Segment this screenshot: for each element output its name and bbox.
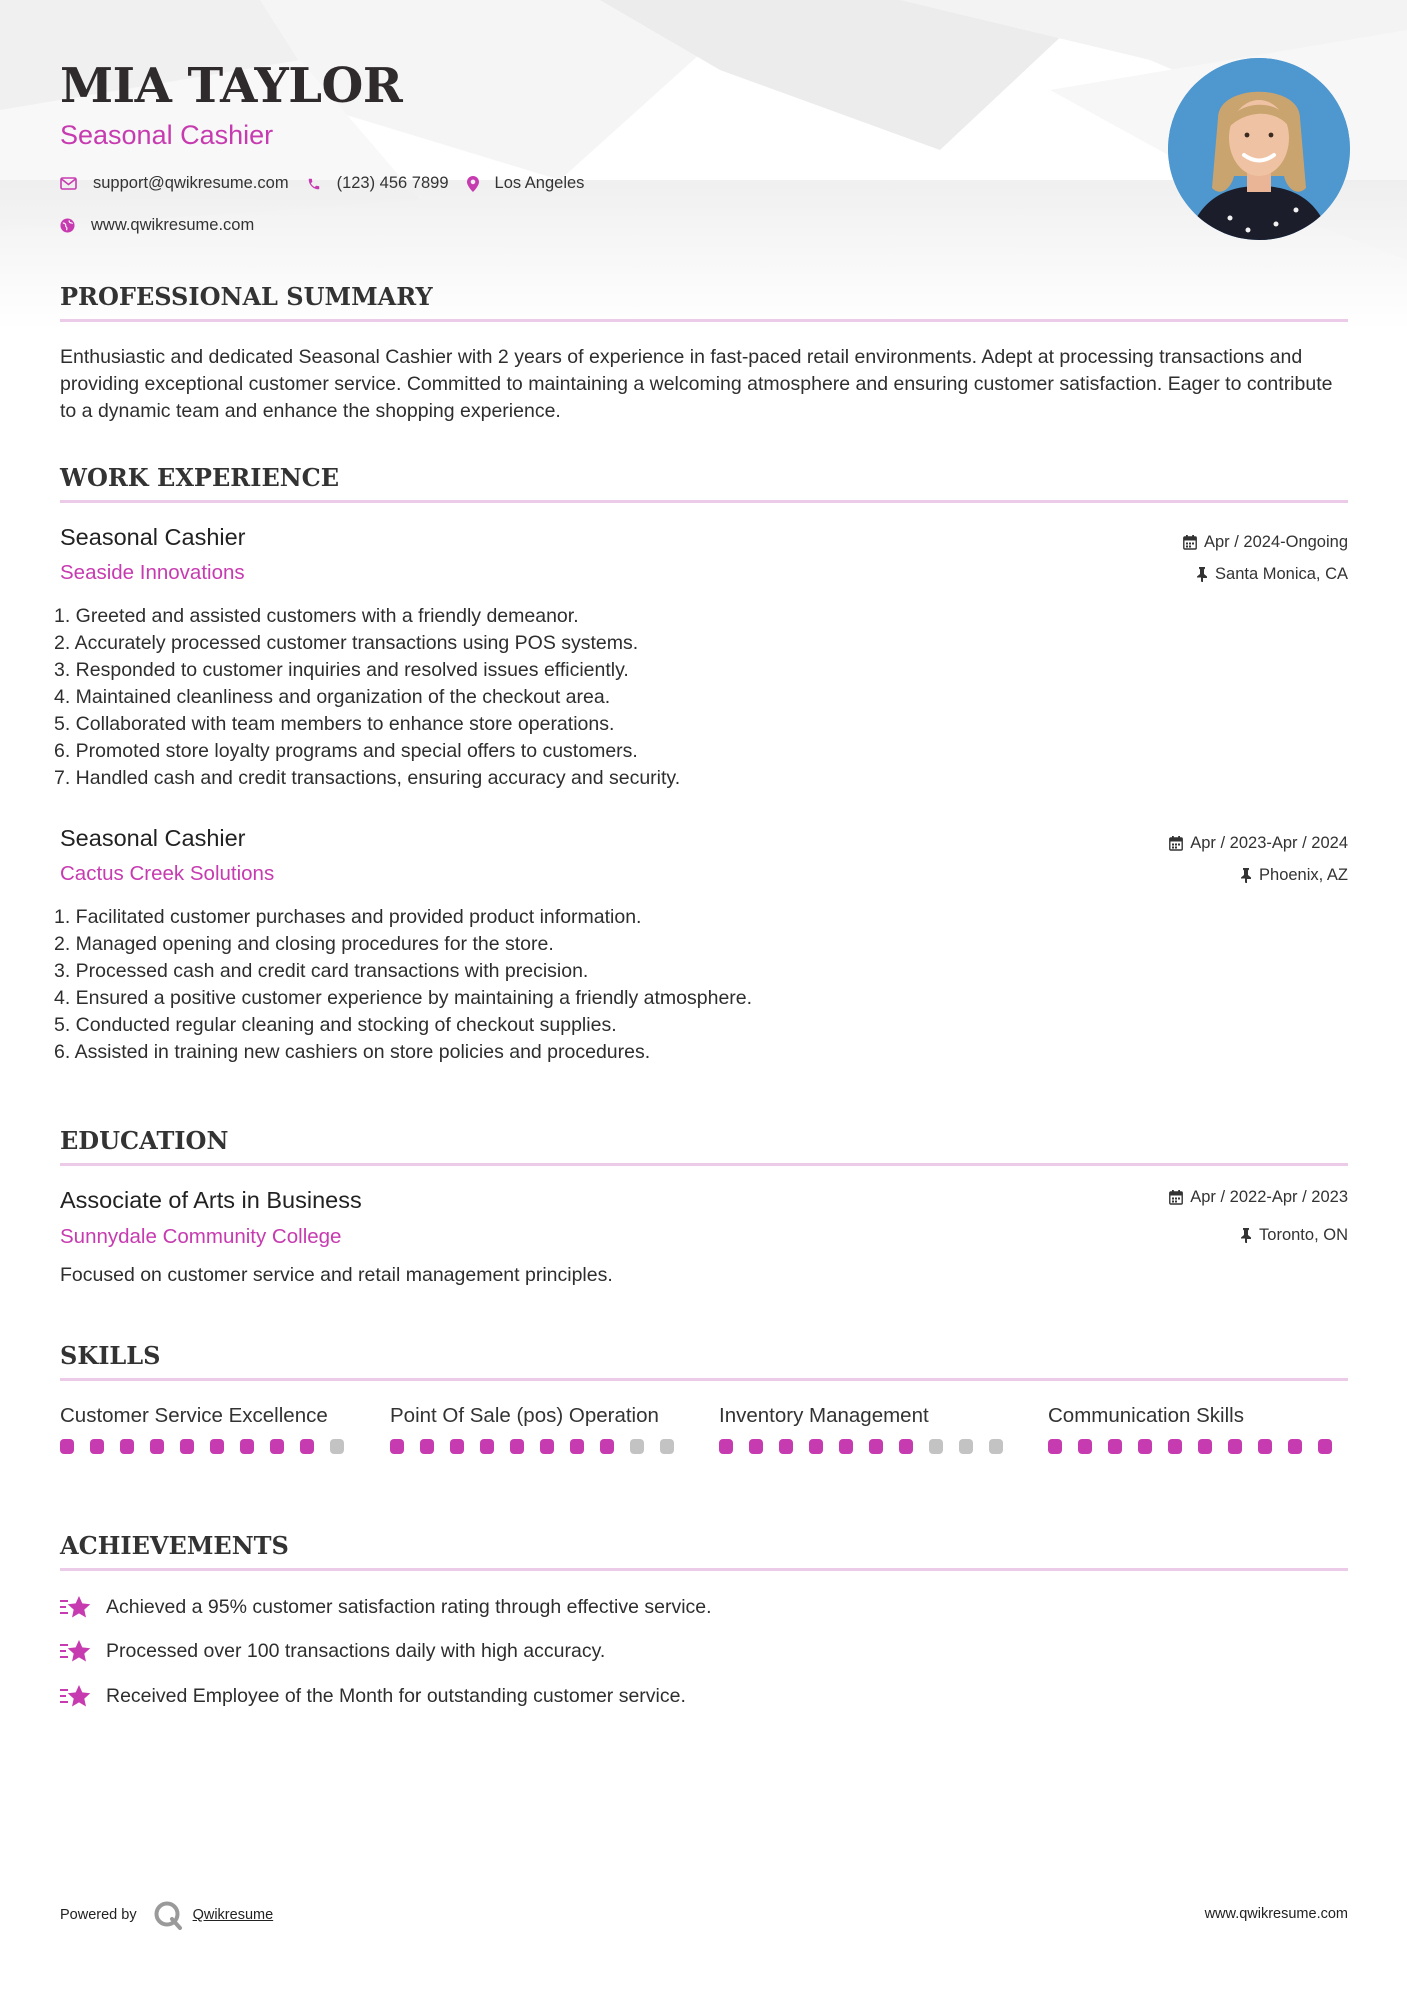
skill-dot-filled bbox=[839, 1439, 853, 1454]
skill-name: Customer Service Excellence bbox=[60, 1404, 328, 1427]
skill-dot-filled bbox=[899, 1439, 913, 1454]
achievement-item bbox=[60, 1683, 686, 1709]
list-item: 2. Accurately processed customer transactions using POS systems. bbox=[54, 632, 639, 654]
footer-powered-by bbox=[60, 1900, 273, 1930]
star-icon bbox=[60, 1638, 92, 1664]
skill-item bbox=[1048, 1402, 1348, 1454]
email-icon bbox=[60, 177, 77, 190]
job-dates-text: Apr / 2023-Apr / 2024 bbox=[1190, 834, 1348, 852]
job-location-text: Phoenix, AZ bbox=[1259, 866, 1348, 884]
star-icon bbox=[60, 1683, 92, 1709]
degree-title: Associate of Arts in Business bbox=[60, 1187, 362, 1213]
calendar-icon bbox=[1183, 535, 1197, 550]
skill-dot-filled bbox=[1318, 1439, 1332, 1454]
skill-dot-filled bbox=[1258, 1439, 1272, 1454]
skill-dot-filled bbox=[240, 1439, 254, 1454]
skill-dot-filled bbox=[1228, 1439, 1242, 1454]
job-dates bbox=[1183, 533, 1348, 552]
skill-dot-filled bbox=[210, 1439, 224, 1454]
company-name: Cactus Creek Solutions bbox=[60, 862, 275, 885]
phone-icon bbox=[307, 177, 321, 191]
globe-icon bbox=[60, 218, 75, 233]
skill-dot-filled bbox=[570, 1439, 584, 1454]
achievement-text: Processed over 100 transactions daily with high accuracy. bbox=[106, 1639, 606, 1662]
job-responsibilities bbox=[54, 603, 680, 792]
skill-dot-empty bbox=[330, 1439, 344, 1454]
skill-dot-filled bbox=[480, 1439, 494, 1454]
skill-dot-filled bbox=[450, 1439, 464, 1454]
list-item: 2. Managed opening and closing procedures for the store. bbox=[54, 933, 554, 955]
skill-dot-filled bbox=[90, 1439, 104, 1454]
skill-dot-filled bbox=[1168, 1439, 1182, 1454]
skill-dot-empty bbox=[630, 1439, 644, 1454]
education-dates-text: Apr / 2022-Apr / 2023 bbox=[1190, 1188, 1348, 1206]
footer-website[interactable]: www.qwikresume.com bbox=[1204, 1906, 1348, 1922]
achievement-text: Achieved a 95% customer satisfaction rating through effective service. bbox=[106, 1595, 712, 1618]
map-pin-icon bbox=[467, 176, 479, 192]
list-item: 5. Conducted regular cleaning and stocking of checkout supplies. bbox=[54, 1014, 617, 1036]
skill-dot-empty bbox=[959, 1439, 973, 1454]
skill-item bbox=[60, 1402, 360, 1454]
skill-dot-filled bbox=[390, 1439, 404, 1454]
skill-name: Inventory Management bbox=[719, 1404, 929, 1427]
skills-heading: SKILLS bbox=[60, 1341, 1348, 1381]
education-dates bbox=[1169, 1188, 1348, 1207]
skill-dot-filled bbox=[1078, 1439, 1092, 1454]
school-name: Sunnydale Community College bbox=[60, 1225, 342, 1248]
company-name: Seaside Innovations bbox=[60, 561, 245, 584]
skill-item bbox=[719, 1402, 1019, 1454]
contact-row-primary bbox=[60, 174, 584, 193]
list-item: 6. Assisted in training new cashiers on store policies and procedures. bbox=[54, 1041, 651, 1063]
email-text: support@qwikresume.com bbox=[93, 174, 289, 192]
skill-dot-filled bbox=[540, 1439, 554, 1454]
skill-dot-filled bbox=[60, 1439, 74, 1454]
summary-heading: PROFESSIONAL SUMMARY bbox=[60, 282, 1348, 322]
skill-dot-filled bbox=[809, 1439, 823, 1454]
skill-dot-filled bbox=[420, 1439, 434, 1454]
education-location-text: Toronto, ON bbox=[1259, 1226, 1348, 1244]
job-location-text: Santa Monica, CA bbox=[1215, 565, 1348, 583]
skill-dot-filled bbox=[180, 1439, 194, 1454]
skill-dot-filled bbox=[1198, 1439, 1212, 1454]
skill-dot-filled bbox=[749, 1439, 763, 1454]
skill-dot-filled bbox=[719, 1439, 733, 1454]
profile-photo bbox=[1168, 58, 1350, 240]
achievements-heading: ACHIEVEMENTS bbox=[60, 1531, 1348, 1571]
list-item: 5. Collaborated with team members to enhance store operations. bbox=[54, 713, 615, 735]
list-item: 1. Greeted and assisted customers with a friendly demeanor. bbox=[54, 605, 579, 627]
list-item: 1. Facilitated customer purchases and provided product information. bbox=[54, 906, 642, 928]
job-dates bbox=[1169, 834, 1348, 853]
job-location bbox=[1196, 565, 1348, 584]
skill-dot-filled bbox=[779, 1439, 793, 1454]
skill-dot-empty bbox=[929, 1439, 943, 1454]
qwikresume-logo-icon bbox=[153, 1900, 183, 1930]
experience-heading: WORK EXPERIENCE bbox=[60, 463, 1348, 503]
skill-dot-filled bbox=[1138, 1439, 1152, 1454]
list-item: 3. Responded to customer inquiries and resolved issues efficiently. bbox=[54, 659, 629, 681]
skill-dot-empty bbox=[989, 1439, 1003, 1454]
skill-dot-filled bbox=[600, 1439, 614, 1454]
achievement-item bbox=[60, 1594, 712, 1620]
skill-rating bbox=[390, 1439, 690, 1454]
skill-dot-filled bbox=[120, 1439, 134, 1454]
education-description: Focused on customer service and retail management principles. bbox=[60, 1264, 613, 1286]
calendar-icon bbox=[1169, 836, 1183, 851]
pushpin-icon bbox=[1196, 567, 1208, 582]
job-title: Seasonal Cashier bbox=[60, 825, 246, 851]
skill-dot-filled bbox=[1288, 1439, 1302, 1454]
skill-dot-filled bbox=[150, 1439, 164, 1454]
skill-rating bbox=[1048, 1439, 1348, 1454]
job-responsibilities bbox=[54, 904, 752, 1066]
skill-dot-filled bbox=[300, 1439, 314, 1454]
education-heading: EDUCATION bbox=[60, 1126, 1348, 1166]
job-dates-text: Apr / 2024-Ongoing bbox=[1203, 533, 1348, 551]
skill-dot-filled bbox=[510, 1439, 524, 1454]
achievement-text: Received Employee of the Month for outstanding customer service. bbox=[106, 1684, 686, 1707]
summary-text: Enthusiastic and dedicated Seasonal Cashier with 2 years of experience in fast-paced retail environments. Adept at processing transactions and providing exceptional customer service. Committed to maintaining a welcoming atmosphere and ensuring customer satisfaction. Eager to contribute to a dynamic team and enhance the shopping experience. bbox=[60, 346, 1333, 422]
skill-dot-filled bbox=[270, 1439, 284, 1454]
list-item: 4. Maintained cleanliness and organization of the checkout area. bbox=[54, 686, 611, 708]
skill-item bbox=[390, 1402, 690, 1454]
job-title: Seasonal Cashier bbox=[60, 524, 246, 550]
skill-dot-filled bbox=[1048, 1439, 1062, 1454]
skill-name: Communication Skills bbox=[1048, 1404, 1244, 1427]
calendar-icon bbox=[1169, 1190, 1183, 1205]
star-icon bbox=[60, 1594, 92, 1620]
skill-rating bbox=[719, 1439, 1019, 1454]
list-item: 4. Ensured a positive customer experience by maintaining a friendly atmosphere. bbox=[54, 987, 753, 1009]
candidate-title: Seasonal Cashier bbox=[60, 120, 274, 150]
contact-website[interactable] bbox=[60, 216, 254, 235]
skill-rating bbox=[60, 1439, 360, 1454]
achievement-item bbox=[60, 1638, 605, 1664]
contact-row-secondary bbox=[60, 216, 254, 235]
contact-location bbox=[467, 174, 585, 193]
skill-name: Point Of Sale (pos) Operation bbox=[390, 1404, 659, 1427]
skill-dot-empty bbox=[660, 1439, 674, 1454]
phone-text: (123) 456 7899 bbox=[336, 174, 449, 192]
list-item: 6. Promoted store loyalty programs and special offers to customers. bbox=[54, 740, 638, 762]
pushpin-icon bbox=[1240, 868, 1252, 883]
list-item: 7. Handled cash and credit transactions, ensuring accuracy and security. bbox=[54, 767, 681, 789]
pushpin-icon bbox=[1240, 1228, 1252, 1243]
qwikresume-link[interactable]: Qwikresume bbox=[192, 1907, 274, 1923]
profile-photo-illustration bbox=[1168, 58, 1350, 240]
education-location bbox=[1240, 1226, 1348, 1245]
powered-by-label: Powered by bbox=[60, 1907, 137, 1923]
list-item: 3. Processed cash and credit card transactions with precision. bbox=[54, 960, 589, 982]
skill-dot-filled bbox=[1108, 1439, 1122, 1454]
contact-email[interactable] bbox=[60, 174, 289, 193]
website-text: www.qwikresume.com bbox=[91, 216, 255, 234]
location-text: Los Angeles bbox=[494, 174, 585, 192]
candidate-name: MIA TAYLOR bbox=[60, 58, 403, 114]
job-location bbox=[1240, 866, 1348, 885]
skill-dot-filled bbox=[869, 1439, 883, 1454]
contact-phone[interactable] bbox=[307, 174, 449, 193]
